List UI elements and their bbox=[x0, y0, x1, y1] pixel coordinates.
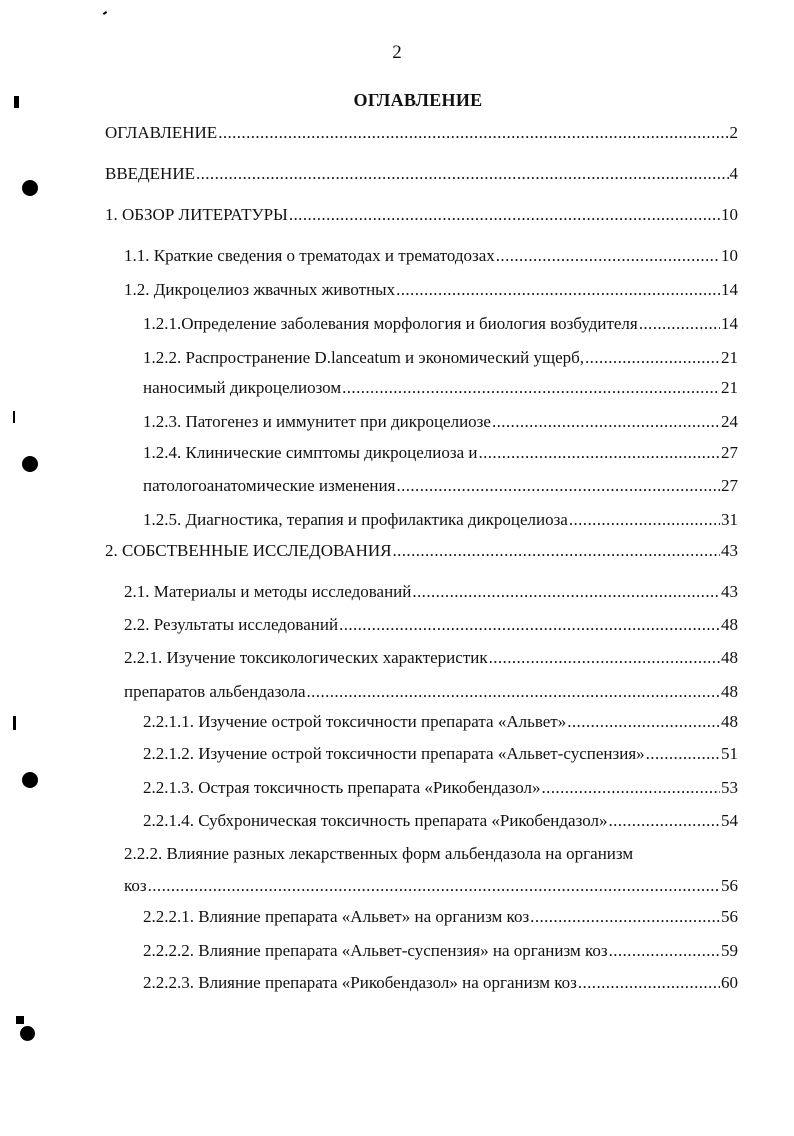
toc-entry-title: 2.2.2.3. Влияние препарата «Рикобендазол» на организм коз bbox=[143, 973, 577, 992]
toc-entry bbox=[124, 245, 738, 267]
toc-entry bbox=[143, 313, 738, 335]
toc-entry-page: 27 bbox=[721, 476, 738, 495]
toc-leader-dots bbox=[567, 711, 720, 733]
toc-entry bbox=[143, 906, 738, 928]
toc-leader-dots bbox=[578, 972, 720, 994]
toc-entry bbox=[124, 647, 738, 669]
toc-leader-dots bbox=[541, 777, 720, 799]
toc-leader-dots bbox=[307, 681, 721, 703]
toc-entry-title: коз bbox=[124, 876, 147, 895]
toc-entry-page: 27 bbox=[721, 443, 738, 462]
toc-entry-title: 2.2.2. Влияние разных лекарственных форм альбендазола на организм bbox=[124, 844, 634, 863]
document-title: ОГЛАВЛЕНИЕ bbox=[353, 90, 483, 110]
toc-entry-page: 48 bbox=[721, 682, 738, 701]
toc-entry-title: 2.2.1.4. Субхроническая токсичность препарата «Рикобендазол» bbox=[143, 811, 608, 830]
toc-entry-title: 2. СОБСТВЕННЫЕ ИССЛЕДОВАНИЯ bbox=[105, 541, 392, 560]
toc-entry-title: патологоанатомические изменения bbox=[143, 476, 396, 495]
punch-hole-mark bbox=[22, 180, 38, 196]
toc-entry-title: 2.2.1. Изучение токсикологических характеристик bbox=[124, 648, 488, 667]
toc-leader-dots bbox=[218, 122, 728, 144]
scan-speck bbox=[13, 716, 16, 730]
scan-speck bbox=[16, 1016, 24, 1024]
toc-leader-dots bbox=[339, 614, 720, 636]
toc-entry-title: 1. ОБЗОР ЛИТЕРАТУРЫ bbox=[105, 205, 288, 224]
toc-entry-title: 2.2.2.2. Влияние препарата «Альвет-суспензия» на организм коз bbox=[143, 941, 608, 960]
toc-entry bbox=[124, 875, 738, 897]
scan-speck bbox=[14, 96, 19, 108]
toc-entry bbox=[143, 377, 738, 399]
toc-entry-page: 56 bbox=[721, 876, 738, 895]
toc-entry bbox=[105, 163, 738, 185]
toc-entry bbox=[143, 475, 738, 497]
toc-entry bbox=[143, 940, 738, 962]
toc-entry-title: ВВЕДЕНИЕ bbox=[105, 164, 195, 183]
toc-entry-title: 2.2.2.1. Влияние препарата «Альвет» на организм коз bbox=[143, 907, 530, 926]
toc-entry-title: 2.2.1.3. Острая токсичность препарата «Рикобендазол» bbox=[143, 778, 541, 797]
toc-entry-page: 51 bbox=[721, 744, 738, 763]
toc-entry bbox=[143, 442, 738, 464]
toc-entry bbox=[143, 972, 738, 994]
toc-entry-title: 1.2.3. Патогенез и иммунитет при дикроцелиозе bbox=[143, 412, 491, 431]
toc-entry-page: 10 bbox=[721, 205, 738, 224]
toc-entry-title: 1.2.4. Клинические симптомы дикроцелиоза и bbox=[143, 443, 478, 462]
toc-entry-page: 48 bbox=[721, 712, 738, 731]
toc-entry bbox=[105, 540, 738, 562]
toc-entry-title: наносимый дикроцелиозом bbox=[143, 378, 342, 397]
toc-entry bbox=[143, 509, 738, 531]
toc-entry bbox=[105, 204, 738, 226]
toc-entry-page: 43 bbox=[721, 582, 738, 601]
toc-entry bbox=[143, 411, 738, 433]
toc-entry-page: 48 bbox=[721, 615, 738, 634]
punch-hole-mark bbox=[22, 456, 38, 472]
toc-entry-title: 1.2. Дикроцелиоз жвачных животных bbox=[124, 280, 396, 299]
toc-leader-dots bbox=[530, 906, 720, 928]
toc-leader-dots bbox=[608, 810, 720, 832]
toc-leader-dots bbox=[609, 940, 720, 962]
toc-entry bbox=[124, 614, 738, 636]
toc-entry-page: 54 bbox=[721, 811, 738, 830]
toc-leader-dots bbox=[489, 647, 720, 669]
toc-leader-dots bbox=[478, 442, 720, 464]
toc-entry-title: препаратов альбендазола bbox=[124, 682, 306, 701]
toc-entry-title: 2.1. Материалы и методы исследований bbox=[124, 582, 412, 601]
toc-entry-title: 2.2. Результаты исследований bbox=[124, 615, 339, 634]
page-number: 2 bbox=[392, 42, 402, 63]
toc-leader-dots bbox=[392, 540, 720, 562]
toc-entry bbox=[143, 347, 738, 369]
toc-entry-page: 21 bbox=[721, 378, 738, 397]
toc-entry bbox=[143, 777, 738, 799]
toc-entry-page: 24 bbox=[721, 412, 738, 431]
toc-entry bbox=[105, 122, 738, 144]
toc-entry-title: ОГЛАВЛЕНИЕ bbox=[105, 123, 218, 142]
toc-entry-page: 59 bbox=[721, 941, 738, 960]
punch-hole-mark bbox=[20, 1026, 35, 1041]
toc-entry-page: 2 bbox=[729, 123, 738, 142]
toc-entry-page: 10 bbox=[721, 246, 738, 265]
toc-entry-title: 2.2.1.2. Изучение острой токсичности препарата «Альвет-суспензия» bbox=[143, 744, 645, 763]
toc-entry bbox=[143, 743, 738, 765]
toc-entry-title: 1.2.5. Диагностика, терапия и профилактика дикроцелиоза bbox=[143, 510, 568, 529]
toc-entry-page: 14 bbox=[721, 314, 738, 333]
toc-entry-page: 60 bbox=[721, 973, 738, 992]
toc-leader-dots bbox=[585, 347, 720, 369]
toc-entry-page: 21 bbox=[721, 348, 738, 367]
toc-entry-page: 43 bbox=[721, 541, 738, 560]
punch-hole-mark bbox=[22, 772, 38, 788]
toc-entry bbox=[124, 279, 738, 301]
toc-leader-dots bbox=[196, 163, 729, 185]
toc-entry bbox=[143, 810, 738, 832]
toc-entry-title: 1.2.2. Распространение D.lanceatum и экономический ущерб, bbox=[143, 348, 585, 367]
toc-entry-title: 1.1. Краткие сведения о трематодах и трематодозах bbox=[124, 246, 495, 265]
toc-entry bbox=[124, 681, 738, 703]
toc-entry-page: 56 bbox=[721, 907, 738, 926]
toc-leader-dots bbox=[396, 475, 720, 497]
toc-entry-title: 2.2.1.1. Изучение острой токсичности препарата «Альвет» bbox=[143, 712, 567, 731]
scan-speck bbox=[13, 411, 15, 423]
toc-leader-dots bbox=[569, 509, 720, 531]
toc-entry-page: 48 bbox=[721, 648, 738, 667]
toc-entry bbox=[124, 581, 738, 603]
toc-entry-page: 14 bbox=[721, 280, 738, 299]
toc-entry-page: 31 bbox=[721, 510, 738, 529]
toc-leader-dots bbox=[396, 279, 720, 301]
toc-leader-dots bbox=[496, 245, 720, 267]
toc-leader-dots bbox=[289, 204, 720, 226]
toc-leader-dots bbox=[646, 743, 720, 765]
toc-leader-dots bbox=[148, 875, 720, 897]
toc-entry bbox=[143, 711, 738, 733]
toc-entry-page: 53 bbox=[721, 778, 738, 797]
toc-entry-page: 4 bbox=[729, 164, 738, 183]
toc-leader-dots bbox=[412, 581, 720, 603]
toc-leader-dots bbox=[342, 377, 720, 399]
toc-leader-dots bbox=[639, 313, 720, 335]
toc-entry-title: 1.2.1.Определение заболевания морфология и биология возбудителя bbox=[143, 314, 638, 333]
toc-leader-dots bbox=[492, 411, 720, 433]
